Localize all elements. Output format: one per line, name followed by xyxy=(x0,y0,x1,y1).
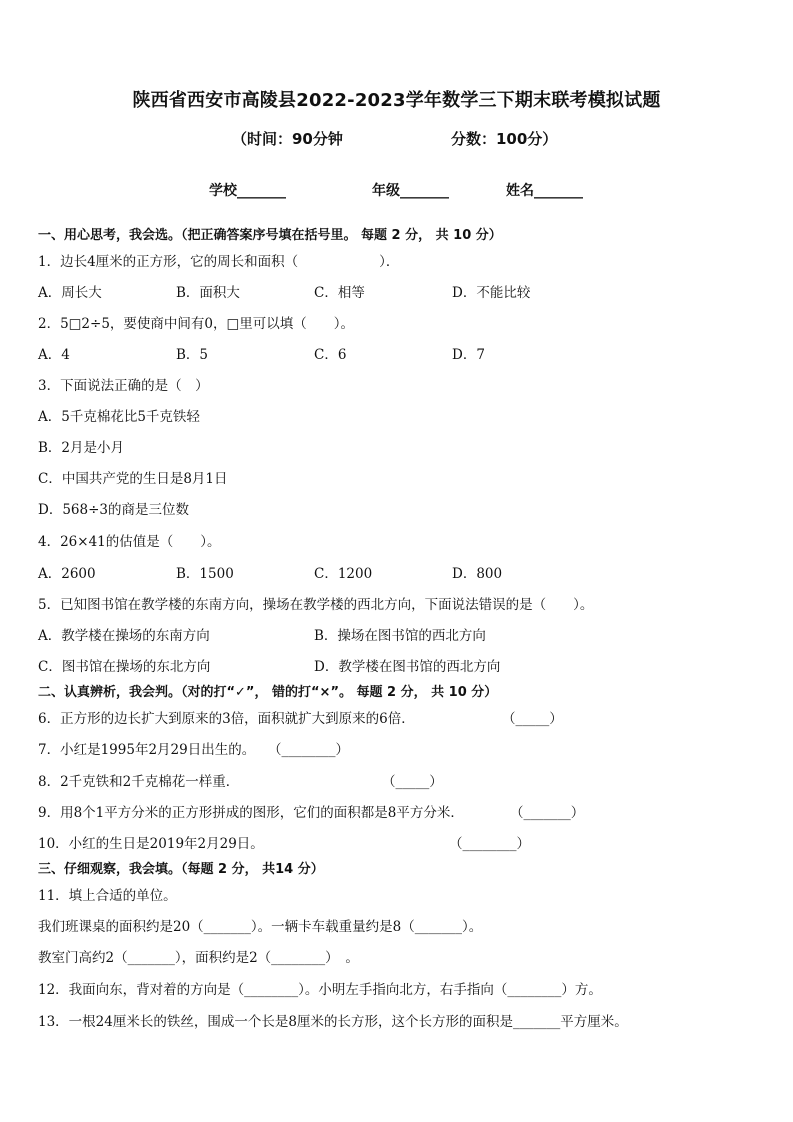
question-10-blank: （________） xyxy=(449,836,530,852)
question-9-blank: （_______） xyxy=(510,805,585,821)
question-13-stem: 13．一根24厘米长的铁丝，围成一个长是8厘米的长方形，这个长方形的面积是_______平方厘米。 xyxy=(38,1014,628,1030)
question-5-option-c: C．图书馆在操场的东北方向 xyxy=(38,659,211,675)
question-9-stem: 9．用8个1平方分米的正方形拼成的图形，它们的面积都是8平方分米． xyxy=(38,805,464,821)
question-8-stem: 8．2千克铁和2千克棉花一样重． xyxy=(38,774,240,790)
school-blank: _______ xyxy=(237,183,286,199)
section-3-heading: 三、仔细观察，我会填。（每题 2 分， 共14 分） xyxy=(38,862,324,877)
name-label: 姓名 xyxy=(506,183,534,199)
question-5-option-b: B．操场在图书馆的西北方向 xyxy=(314,628,486,644)
section-1-heading: 一、用心思考，我会选。（把正确答案序号填在括号里。 每题 2 分， 共 10 分） xyxy=(38,228,502,243)
question-4-stem: 4．26×41的估值是（ ）。 xyxy=(38,534,221,550)
question-2-option-c: C．6 xyxy=(314,347,347,363)
exam-time: （时间：90分钟 xyxy=(232,130,343,148)
question-11-line-1: 我们班课桌的面积约是20（_______）。一辆卡车载重量约是8（_______）。 xyxy=(38,919,483,935)
question-6-stem: 6．正方形的边长扩大到原来的3倍，面积就扩大到原来的6倍． xyxy=(38,711,415,727)
question-11-stem: 11．填上合适的单位。 xyxy=(38,888,177,904)
question-8-blank: （_____） xyxy=(382,774,443,790)
question-1-stem: 1．边长4厘米的正方形，它的周长和面积（ ）． xyxy=(38,254,400,270)
question-5-option-a: A．教学楼在操场的东南方向 xyxy=(38,628,210,644)
question-10-stem: 10．小红的生日是2019年2月29日。 xyxy=(38,836,264,852)
grade-blank: _______ xyxy=(400,183,449,199)
name-blank: _______ xyxy=(534,183,583,199)
question-2-option-b: B．5 xyxy=(176,347,209,363)
name-field xyxy=(506,180,583,200)
school-label: 学校 xyxy=(209,183,237,199)
question-7-blank: （________） xyxy=(268,742,349,758)
question-6-blank: （_____） xyxy=(502,711,563,727)
question-3-option-a: A．5千克棉花比5千克铁轻 xyxy=(38,409,200,425)
question-1-option-a: A．周长大 xyxy=(38,285,102,301)
question-5-option-d: D．教学楼在图书馆的西北方向 xyxy=(314,659,501,675)
question-3-stem: 3．下面说法正确的是（ ） xyxy=(38,378,209,394)
question-5-stem: 5．已知图书馆在教学楼的东南方向，操场在教学楼的西北方向，下面说法错误的是（ ）。 xyxy=(38,597,594,613)
question-4-option-c: C．1200 xyxy=(314,566,373,582)
question-3-option-c: C．中国共产党的生日是8月1日 xyxy=(38,471,228,487)
question-4-option-d: D．800 xyxy=(452,566,503,582)
page-title: 陕西省西安市高陵县2022-2023学年数学三下期末联考模拟试题 xyxy=(132,90,661,111)
question-4-option-a: A．2600 xyxy=(38,566,96,582)
question-1-option-d: D．不能比较 xyxy=(452,285,531,301)
grade-field xyxy=(372,180,449,200)
question-2-option-a: A．4 xyxy=(38,347,70,363)
question-2-option-d: D．7 xyxy=(452,347,485,363)
question-7-stem: 7．小红是1995年2月29日出生的。 xyxy=(38,742,256,758)
exam-score: 分数：100分） xyxy=(451,130,558,148)
grade-label: 年级 xyxy=(372,183,400,199)
question-2-stem: 2．5□2÷5，要使商中间有0，□里可以填（ ）。 xyxy=(38,316,355,332)
question-3-option-d: D．568÷3的商是三位数 xyxy=(38,502,189,518)
question-11-line-2: 教室门高约2（_______），面积约是2（________） 。 xyxy=(38,950,359,966)
question-3-option-b: B．2月是小月 xyxy=(38,440,125,456)
question-12-stem: 12．我面向东，背对着的方向是（________）。小明左手指向北方，右手指向（________）方。 xyxy=(38,982,602,998)
section-2-heading: 二、认真辨析，我会判。（对的打“✓”， 错的打“×”。 每题 2 分， 共 10 分） xyxy=(38,685,498,700)
question-1-option-c: C．相等 xyxy=(314,285,365,301)
question-4-option-b: B．1500 xyxy=(176,566,234,582)
question-1-option-b: B．面积大 xyxy=(176,285,240,301)
school-field xyxy=(209,180,286,200)
